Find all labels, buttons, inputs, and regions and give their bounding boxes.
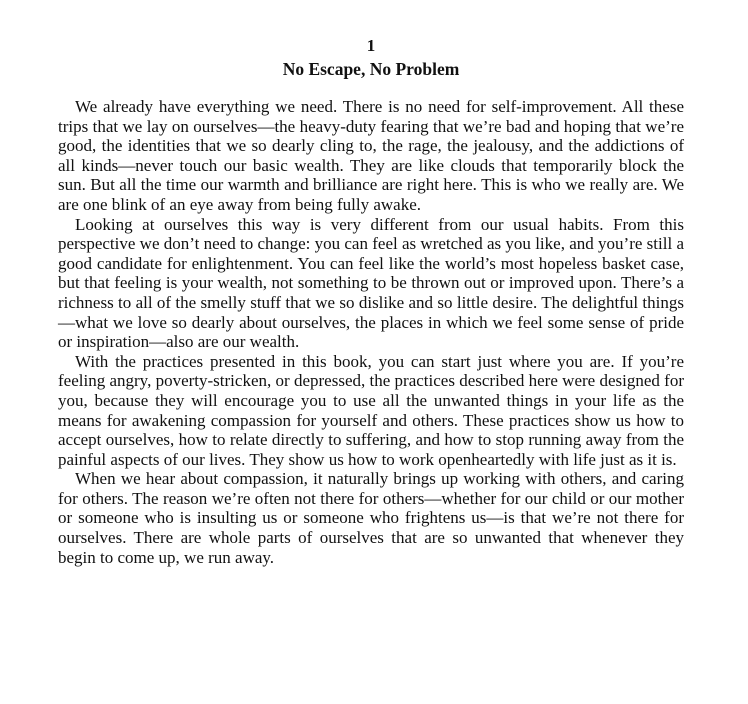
chapter-body — [58, 97, 684, 567]
paragraph: Looking at ourselves this way is very different from our usual habits. From this perspective we don’t need to change: you can feel as wretched as you like, and you’re still a good candidate for enlightenment. You can feel like the world’s most hopeless basket case, but that feeling is your wealth, not something to be thrown out or improved upon. There’s a richness to all of the smelly stuff that we so dislike and so little desire. The delightful things—what we love so dearly about ourselves, the places in which we feel some sense of pride or inspiration—also are our wealth. — [58, 214, 684, 352]
paragraph: With the practices presented in this book, you can start just where you are. If you’re feeling angry, poverty-stricken, or depressed, the practices described here were designed for you, because they will encourage you to use all the unwanted things in your life as the means for awakening compassion for yourself and others. These practices show us how to accept ourselves, how to relate directly to suffering, and how to stop running away from the painful aspects of our lives. They show us how to work openheartedly with life just as it is. — [58, 351, 684, 469]
book-page — [58, 36, 684, 567]
chapter-number: 1 — [366, 36, 376, 55]
chapter-title: No Escape, No Problem — [282, 59, 460, 79]
paragraph: When we hear about compassion, it naturally brings up working with others, and caring for others. The reason we’re often not there for others—whether for our child or our mother or someone who is insulting us or someone who frightens us—is that we’re not there for ourselves. There are whole parts of ourselves that are so unwanted that whenever they begin to come up, we run away. — [58, 469, 684, 567]
paragraph: We already have everything we need. There is no need for self-improvement. All these trips that we lay on ourselves—the heavy-duty fearing that we’re bad and hoping that we’re good, the identities that we so dearly cling to, the rage, the jealousy, and the addictions of all kinds—never touch our basic wealth. They are like clouds that temporarily block the sun. But all the time our warmth and brilliance are right here. This is who we really are. We are one blink of an eye away from being fully awake. — [58, 97, 684, 214]
